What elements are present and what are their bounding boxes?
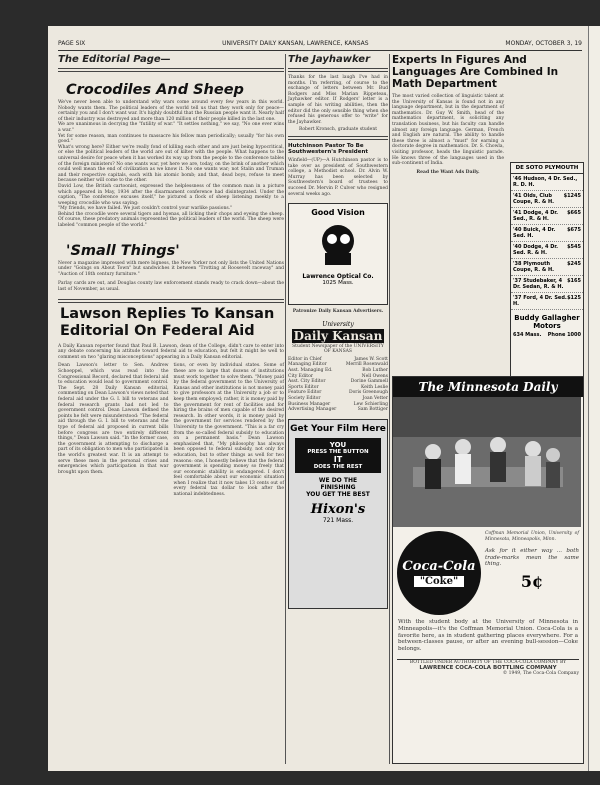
bottler-line: BOTTLED UNDER AUTHORITY OF THE COCA-COLA COMPANY BY	[409, 659, 567, 665]
car-dealer-ad	[510, 162, 584, 404]
patronize-line: Patronize Daily Kansan Advertisers.	[292, 309, 384, 315]
car-price: $165	[567, 278, 581, 284]
car-name: '41 Dodge, 4 Dr. Sed., R. & H.	[513, 210, 559, 222]
crocodiles-paragraph: We are unanimous in decrying the "futility of war." "It settles nothing," we say, "No one ever wins a war."	[58, 122, 284, 133]
crocodiles-paragraph: We've never been able to understand why wars come around every few years in this world. Nobody wants them. The political leaders of the world tell us that they work only for peace—certainly you and I don't want war. It's highly doubtful that the Russian people want it. Nearly half of their industry was destroyed and more than 120 million of their people killed in the last one.	[58, 100, 284, 122]
issue-date: MONDAY, OCTOBER 3, 19	[505, 40, 582, 47]
staff-name: Lew Schierling	[353, 401, 388, 407]
car-price: $675	[567, 227, 581, 233]
dealer-name: Buddy Gallagher Motors	[514, 314, 580, 330]
car-price: $245	[567, 261, 581, 267]
staff-role: Sports Editor	[288, 384, 319, 390]
press-line: PRESS THE BUTTON	[307, 448, 369, 455]
bottler-name: LAWRENCE COCA-COLA BOTTLING COMPANY	[419, 664, 557, 671]
crocodiles-paragraph: Behind the crocodile were several tigers and hyenas, all licking their chops and eyeing the sheep. Of course, these predatory animals represented the political leaders of the world. The sheep were labeled "common people of the world."	[58, 211, 284, 229]
car-listing	[511, 208, 583, 225]
masthead-university: University	[322, 320, 354, 328]
staff-row	[288, 407, 388, 413]
coca-cola-ad	[392, 376, 584, 764]
lawson-body	[58, 363, 284, 497]
staff-role: Asst. Managing Ed.	[288, 368, 333, 374]
copyright: © 1949, The Coca-Cola Company	[502, 671, 579, 677]
masthead-description: Student Newspaper of the UNIVERSITY OF KANSAS	[292, 343, 384, 355]
small-things-paragraph: Never a magazine impressed with mere bigness, the New Yorker not only lists the United Nations under "Goings on About Town" but sandwiches it between "Trotting at Roosevelt raceway" and "Auction of 18th century furniture."	[58, 260, 284, 277]
minnesota-daily-banner: The Minnesota Daily	[393, 377, 583, 397]
staff-name: James W. Scott	[354, 356, 388, 362]
hutchinson-story: Winfield—(UP)—A Hutchinson pastor is to take over as president of Southwestern college, a Methodist school. Dr. Alvin W. Murray has been selected by Southwestern's board of trustees to succeed Dr. Mervin P. Culver who resigned several weeks ago.	[288, 157, 388, 197]
car-listing	[511, 242, 583, 259]
crocodiles-headline: Crocodiles And Sheep	[66, 82, 244, 98]
folio-line	[58, 40, 582, 51]
staff-name: Joan Vetter	[362, 396, 388, 402]
staff-role: Business Manager	[288, 401, 331, 407]
film-ad	[288, 419, 388, 609]
masthead-title: Daily Kansan	[293, 328, 383, 343]
newspaper-page	[48, 26, 588, 771]
coke-caption: Coffman Memorial Union, University of Minnesota, Minneapolis, Minn.	[485, 531, 579, 542]
crocodiles-paragraph: What's wrong here? Either we're really fond of killing each other and are just being hypocritical, or else the political leaders of the world are out of kilter with the people. What happens to the universal desire for peace when it has worked its way up from the people to the conference tables of the foreign ministers? No one wants war, yet here we are, today, on the brink of another which could well mean the end of civilization as we know it. No one wants war; not Stalin and Truman and their respective capitals, each with his atomic bomb; and that, dead boys, refuse to meet because neither will come to the other.	[58, 144, 284, 184]
staff-role: Society Editor	[288, 396, 321, 402]
car-list	[511, 174, 583, 310]
finish-line: FINISHING	[320, 483, 356, 491]
press-line: YOU	[329, 440, 347, 449]
column-rule	[389, 54, 390, 764]
staff-name: Merrill Rosenwald	[345, 362, 388, 368]
masthead	[288, 321, 388, 355]
small-things-headline: 'Small Things'	[66, 242, 180, 259]
car-price: $545	[567, 244, 581, 250]
film-title: Get Your Film Here	[290, 423, 386, 434]
right-column	[392, 54, 582, 677]
finish-line: WE DO THE	[318, 476, 358, 484]
staff-list	[288, 357, 388, 413]
page-number: PAGE SIX	[58, 40, 86, 47]
crocodiles-paragraph: "My friends, we have failed. We just couldn't control your warlike passions."	[58, 206, 233, 212]
coke-logo-row	[393, 527, 583, 619]
jayhawker-letter: Thanks for the last laugh I've had in months. I'm referring, of course to the exchange of letters between Mr. Bud Rodgers and Miss Marian Rippeteau, Jayhawker editor. If Rodgers' letter is a sample of his writing abilities, then the editor did the only sensible thing when she refused his generous offer to "write" for the Jayhawker.	[288, 75, 388, 125]
staff-name: Dorine Gammell	[350, 379, 388, 385]
car-listing	[511, 174, 583, 191]
staff-role: Feature Editor	[288, 390, 322, 396]
staff-role: City Editor	[288, 373, 313, 379]
coca-cola-logo	[397, 531, 481, 615]
staff-name: Keith Leslie	[361, 384, 388, 390]
car-name: '38 Plymouth Coupe, R. & H.	[513, 261, 555, 273]
hutchinson-headline: Hutchinson Pastor To Be Southwestern's President	[288, 142, 368, 156]
car-listing	[511, 276, 583, 293]
dealer-address: 634 Mass.	[513, 332, 542, 338]
coke-ask: Ask for it either way ... both trade-marks mean the same thing.	[485, 548, 579, 568]
optical-company: Lawrence Optical Co.	[302, 273, 374, 281]
editorial-column	[58, 54, 284, 498]
finish-line: YOU GET THE BEST	[306, 490, 370, 498]
car-listing	[511, 225, 583, 242]
divider	[288, 68, 388, 72]
lawson-lead: A Daily Kansan reporter found that Paul B. Lawson, dean of the College, didn't care to enter into any debate concerning his attitude toward federal aid to education, but felt it might be well to comment on two "glaring misconceptions" appearing in a Daily Kansan editorial.	[58, 343, 284, 360]
lawson-column-2: tions, or even by individual states. Some of these are so large that dozens of institutions must work together to solve them. "Money paid by the federal government to the University of Kansas and other institutions is not money paid to give professors at the University a job or to keep them employed; rather, it is money paid by the government for rent of facilities and for hiring the brains of men capable of the desired research. In other words, it is money paid by the government for services rendered by the University to the government. "This is a far cry from the so-called federal subsidy to education on a permanent basis." Dean Lawson emphasized that, "My philosophy has always been opposed to federal subsidy, not only for education, but to other things as well for two reasons: one, I honestly believe that the federal government is spending money so freely that our economic stability is endangered. I don't feel comfortable about our economic situation when I realize that it now takes 13 cents out of every federal tax dollar to look after the national indebtedness.	[173, 363, 284, 498]
column-rule	[285, 54, 286, 764]
jayhawker-signature: Robert Kronsch, graduate student	[298, 127, 378, 133]
press-button-box	[295, 438, 381, 473]
divider	[58, 68, 284, 72]
lawson-column-1: Dean Lawson's letter to Sen. Andrew Schoeppel, which was read into the Congressional Record, declared that federal aid to education would lead to government control. The Sept. 28 Daily Kansan editorial, commenting on Dean Lawson's views noted that federal aid under the G. I. bill to veterans and federal research grants had not led to government control. Dean Lawson defined the points he felt were misunderstood: "The federal aid through the G. I. bill to veterans and the type of federal aid proposed in current bills before congress are two entirely different things," Dean Lawson said. "In the former case, the government is attempting to discharge a part of its obligation to men who participated in the world's greatest war. It is an attempt to serve these men in the personal crises and emergencies which participation in that war brought upon them.	[58, 363, 169, 475]
middle-column	[288, 54, 388, 609]
car-listing	[511, 293, 583, 310]
hixons-address: 721 Mass.	[322, 516, 354, 524]
staff-role: Managing Editor	[288, 362, 327, 368]
small-things-paragraph: Parlay cards are out, and Douglas county law enforcement stands ready to crack down—about the last of November, as usual.	[58, 281, 284, 293]
staff-name: Nell Owens	[361, 373, 388, 379]
car-name: '40 Dodge, 4 Dr. Sed. R. & H.	[513, 244, 559, 256]
math-headline: Experts In Figures And Languages Are Combined In Math Department	[392, 54, 559, 90]
math-story: The most varied collection of linguistic talent at the University of Kansas is found not in any language department, but in the department of mathematics. Dr. Guy W. Smith, head of the mathematics department, is soliciting any translation business, but his faculty can handle almost any foreign language. German, French and English are natural. The ability to handle these three is almost a "must" for earning a doctorate degree in mathematics. Dr. S. Chowla, visiting professor, heads the linguistic parade. He knows three of the languages used in the sub-continent of India.	[392, 94, 504, 167]
crocodiles-paragraph: Yet for some reason, man continues to massacre his fellow man periodically; usually "for his own good."	[58, 133, 284, 145]
staff-name: Bob Luther	[362, 368, 388, 374]
dealer-phone: Phone 1000	[547, 332, 581, 338]
coca-cola-script: Coca-Cola	[402, 559, 476, 574]
adjacent-page-edge	[588, 26, 600, 771]
press-line: DOES THE REST	[313, 463, 363, 470]
jayhawker-header: The Jayhawker	[288, 54, 370, 65]
car-name: '37 Studebaker, 4 Dr. Sedan, R. & H.	[513, 278, 564, 290]
lawson-headline: Lawson Replies To Kansan Editorial On Federal Aid	[60, 305, 275, 339]
good-vision-ad	[288, 203, 388, 305]
car-listing	[511, 191, 583, 208]
coke-side	[481, 531, 579, 591]
car-price: $1245	[563, 193, 581, 199]
paper-name: UNIVERSITY DAILY KANSAN, LAWRENCE, KANSAS	[222, 40, 369, 47]
car-name: '37 Ford, 4 Dr. Sed. H.	[513, 295, 567, 307]
editorial-header: The Editorial Page—	[58, 54, 171, 65]
car-price: $665	[567, 210, 581, 216]
divider	[288, 136, 388, 140]
staff-name: Sam Bottiger	[357, 407, 388, 413]
hixons-logo: Hixon's	[310, 501, 366, 517]
staff-role: Advertising Manager	[288, 407, 337, 413]
want-ads-line: Read the Want Ads Daily.	[416, 169, 480, 175]
coke-price: 5¢	[520, 571, 544, 591]
car-price: $125	[567, 295, 581, 301]
coke-word: "Coke"	[414, 576, 464, 587]
coke-body: With the student body at the University of Minnesota in Minneapolis—it's the Coffman Memorial Union. Coca-Cola is a favorite here, as in student gathering places everywhere. For a between-classes pause, or after an evening bull-session—Coke belongs.	[398, 619, 578, 653]
crocodiles-paragraph: David Low, the British cartoonist, expressed the helplessness of the common man in a picture which appeared in May, 1934 after the disarmament conference had disintegrated. Under the caption, "The conference excuses itself," he pictured a flock of sheep listening meekly to a weeping crocodile who was saying:	[58, 183, 284, 206]
car-name: '46 Hudson, 4 Dr. Sed., R. D. H.	[513, 176, 578, 188]
staff-role: Asst. City Editor	[288, 379, 326, 385]
staff-name: Doris Greenough	[348, 390, 388, 396]
staff-role: Editor in Chief	[288, 356, 322, 362]
optical-address: 1025 Mass.	[322, 280, 354, 287]
divider	[58, 299, 284, 303]
good-vision-title: Good Vision	[311, 208, 365, 218]
car-name: '41 Olds, Club Coupe, R. & H.	[513, 193, 555, 205]
car-ad-title: DE SOTO PLYMOUTH	[511, 163, 583, 174]
finishing-text	[289, 477, 387, 498]
car-name: '40 Buick, 4 Dr. Sed. H.	[513, 227, 556, 239]
car-listing	[511, 259, 583, 276]
dealer-contact	[511, 330, 583, 340]
eyeglasses-illustration	[289, 217, 387, 269]
press-line: IT	[333, 454, 343, 464]
student-union-photo	[393, 397, 581, 527]
